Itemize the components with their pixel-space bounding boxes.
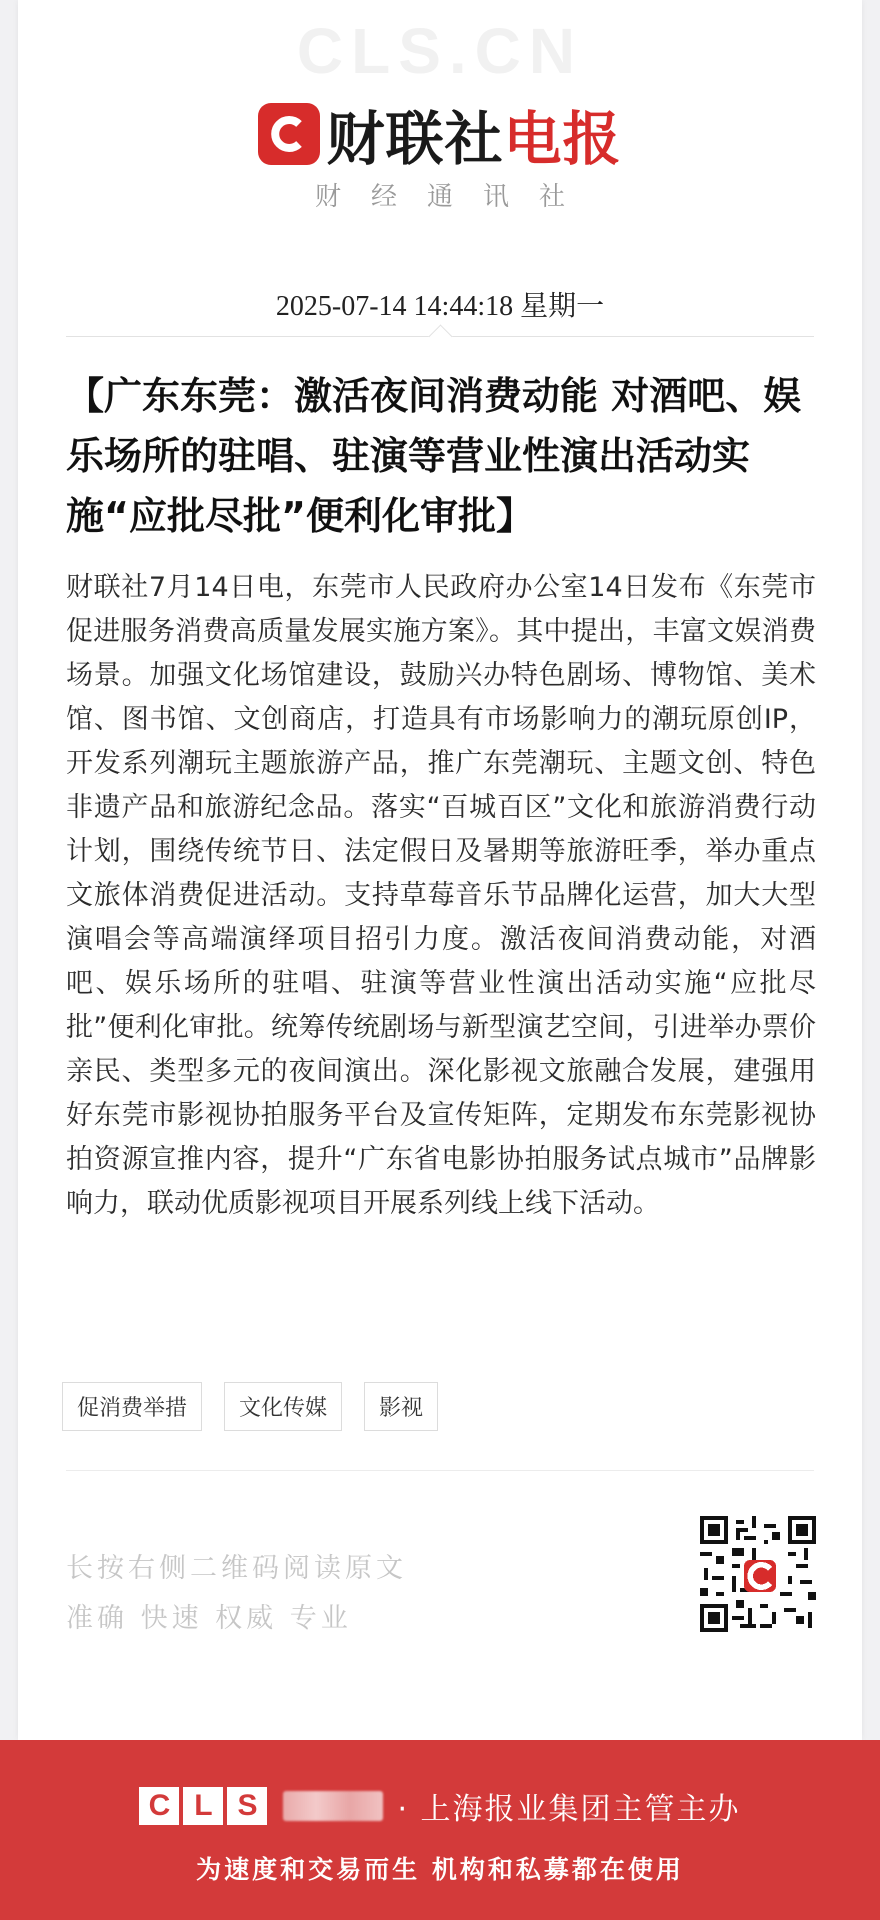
qr-code-icon[interactable] — [700, 1516, 816, 1632]
qr-hint-text: 长按右侧二维码阅读原文 — [66, 1553, 407, 1584]
qr-slogan-text: 准确 快速 权威 专业 — [66, 1603, 352, 1634]
article-body: 财联社7月14日电，东莞市人民政府办公室14日发布《东莞市促进服务消费高质量发展实施方案》。其中提出，丰富文娱消费场景。加强文化场馆建设，鼓励兴办特色剧场、博物馆、美术馆、图书馆、文创商店，打造具有市场影响力的潮玩原创IP，开发系列潮玩主题旅游产品，推广东莞潮玩、主题文创、特色非遗产品和旅游纪念品。落实“百城百区”文化和旅游消费行动计划，围绕传统节日、法定假日及暑期等旅游旺季，举办重点文旅体消费促进活动。支持草莓音乐节品牌化运营，加大大型演唱会等高端演绎项目招引力度。激活夜间消费动能，对酒吧、娱乐场所的驻唱、驻演等营业性演出活动实施“应批尽批”便利化审批。统筹传统剧场与新型演艺空间，引进举办票价亲民、类型多元的夜间演出。深化影视文旅融合发展，建强用好东莞市影视协拍服务平台及宣传矩阵，定期发布东莞影视协拍资源宣推内容，提升“广东省电影协拍服务试点城市”品牌影响力，联动优质影视项目开展系列线上线下活动。 — [66, 572, 816, 1219]
tag-item[interactable]: 文化传媒 — [224, 1382, 342, 1431]
publish-datetime: 2025-07-14 14:44:18 星期一 — [275, 291, 605, 322]
redacted-block — [283, 1791, 383, 1821]
footer-slogan: 为速度和交易而生 机构和私募都在使用 — [196, 1855, 684, 1884]
cls-letter: C — [139, 1787, 179, 1825]
footer-org-row — [0, 1784, 880, 1828]
cls-letter: S — [227, 1787, 267, 1825]
brand-name-red: 电报 — [503, 105, 622, 173]
section-divider — [66, 1470, 814, 1471]
brand-subtitle: 财经通讯社 — [314, 182, 595, 212]
cls-letter: L — [183, 1787, 223, 1825]
footer-org-text: · 上海报业集团主管主办 — [397, 1792, 741, 1827]
tag-list — [62, 1382, 438, 1431]
tag-item[interactable]: 影视 — [364, 1382, 438, 1431]
cls-wordmark — [139, 1787, 267, 1825]
brand-logo — [0, 92, 880, 176]
footer-banner — [0, 1740, 880, 1920]
article-headline: 【广东东莞：激活夜间消费动能 对酒吧、娱乐场所的驻唱、驻演等营业性演出活动实施“应批尽批”便利化审批】 — [66, 374, 802, 538]
tag-item[interactable]: 促消费举措 — [62, 1382, 202, 1431]
watermark-text: CLS.CN — [296, 15, 584, 87]
cls-logo-icon — [258, 103, 320, 165]
brand-name: 财联社 — [326, 105, 504, 173]
